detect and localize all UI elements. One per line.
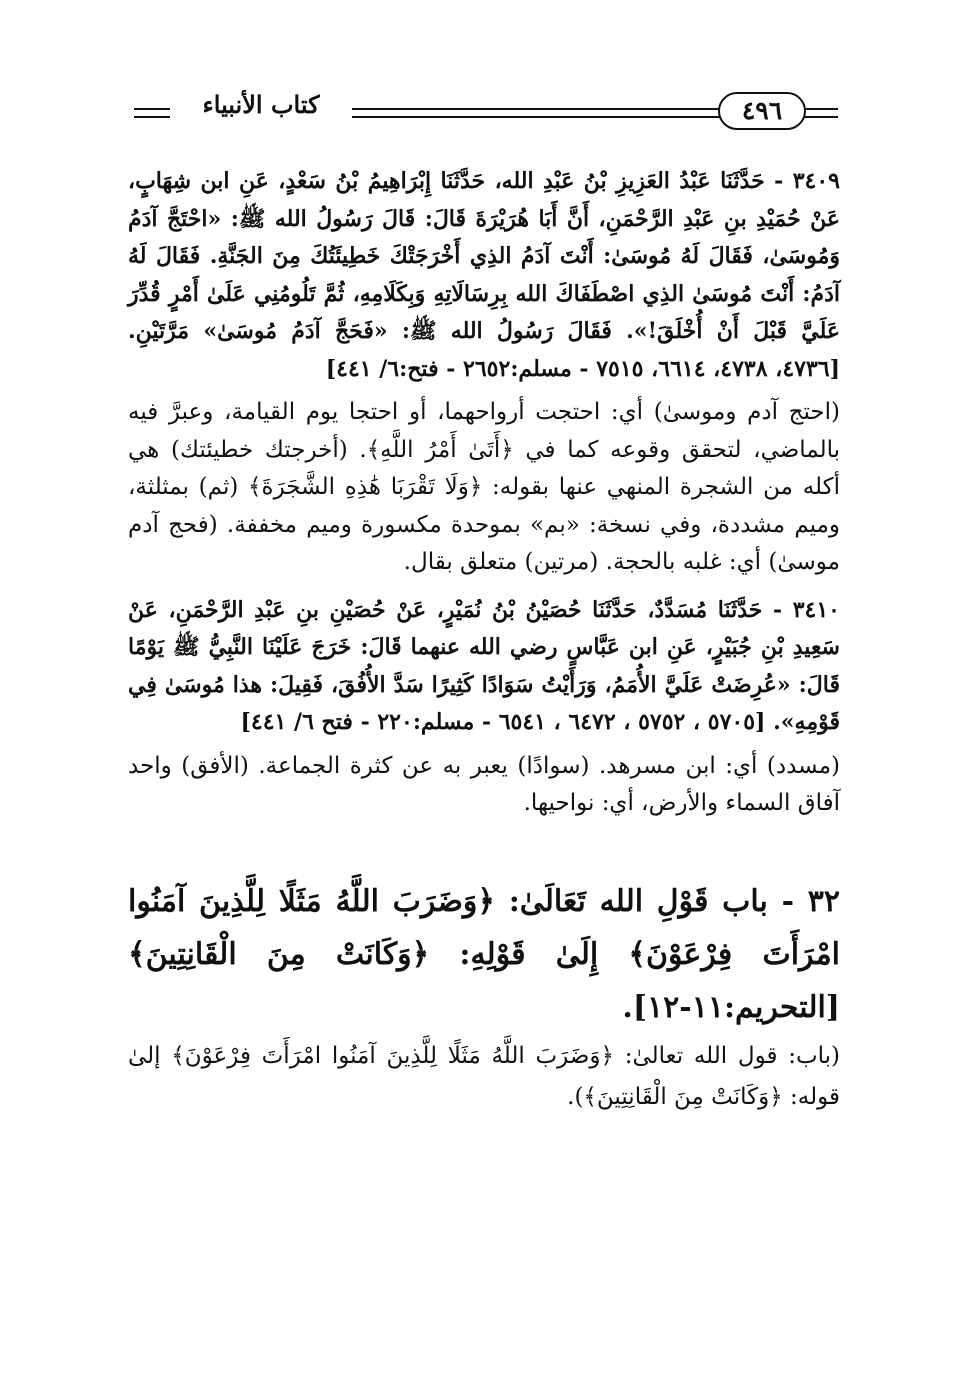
page-content (128, 163, 840, 1118)
commentary-3409: (احتج آدم وموسىٰ) أي: احتجت أرواحهما، أو احتجا يوم القيامة، وعبرَّ فيه بالماضي، لتحقق وقوعه كما في ﴿أَتَىٰ أَمْرُ اللَّهِ﴾. (أخرجتك خطيئتك) هي أكله من الشجرة المنهي عنها بقوله: ﴿وَلَا تَقْرَبَا هَٰذِهِ الشَّجَرَةَ﴾ (ثم) بمثلثة، وميم مشددة، وفي نسخة: «بم» بموحدة مكسورة وميم مخففة. (فحج آدم موسىٰ) أي: غلبه بالحجة. (مرتين) متعلق بقال. (128, 399, 840, 575)
hadith-3410: ٣٤١٠ - حَدَّثَنَا مُسَدَّدٌ، حَدَّثَنَا حُصَيْنُ بْنُ نُمَيْرٍ، عَنْ حُصَيْنِ بنِ عَبْدِ الرَّحْمَنِ، عَنْ سَعِيدِ بْنِ جُبَيْرٍ، عَنِ ابن عَبَّاسٍ رضي الله عنهما قَالَ: خَرَجَ عَلَيْنَا النَّبِيُّ ﷺ يَوْمًا قَالَ: «عُرِضَتْ عَلَيَّ الأُمَمُ، وَرَأَيْتُ سَوَادًا كَثِيرًا سَدَّ الأُفُقَ، فَقِيلَ: هذا مُوسَىٰ فِي قَوْمِهِ». [٥٧٠٥ ، ٥٧٥٢ ، ٦٤٧٢ ، ٦٥٤١ - مسلم:٢٢٠ - فتح ٦/ ٤٤١] (128, 596, 840, 735)
chapter-32-commentary: (باب: قول الله تعالىٰ: ﴿وَضَرَبَ اللَّهُ مَثَلًا لِلَّذِينَ آمَنُوا امْرَأَتَ فِرْعَوْنَ﴾ إلىٰ قوله: ﴿وَكَانَتْ مِنَ الْقَانِتِينَ﴾). (128, 1042, 840, 1110)
book-title: كتاب الأنبياء (202, 90, 320, 119)
page-number: ٤٩٦ (718, 92, 806, 130)
commentary-3410: (مسدد) أي: ابن مسرهد. (سوادًا) يعبر به عن كثرة الجماعة. (الأفق) واحد آفاق السماء والأرض، أي: نواحيها. (128, 752, 840, 816)
chapter-32-heading: ٣٢ - باب قَوْلِ الله تَعَالَىٰ: ﴿وَضَرَبَ اللَّهُ مَثَلًا لِلَّذِينَ آمَنُوا امْرَأَتَ فِرْعَوْنَ﴾ إِلَىٰ قَوْلِهِ: ﴿وَكَانَتْ مِنَ الْقَانِتِينَ﴾ [التحريم:١١-١٢]. (128, 883, 840, 1025)
header-rule-right (808, 108, 838, 118)
running-header (128, 86, 840, 136)
header-rule-left (134, 108, 170, 118)
hadith-3409: ٣٤٠٩ - حَدَّثَنَا عَبْدُ العَزِيزِ بْنُ عَبْدِ الله، حَدَّثَنَا إِبْرَاهِيمُ بْنُ سَعْدٍ، عَنِ ابن شِهَابٍ، عَنْ حُمَيْدِ بنِ عَبْدِ الرَّحْمَنِ، أَنَّ أَبَا هُرَيْرَةَ قَالَ: قَالَ رَسُولُ الله ﷺ: «احْتَجَّ آدَمُ وَمُوسَىٰ، فَقَالَ لَهُ مُوسَىٰ: أَنْتَ آدَمُ الذِي أَخْرَجَتْكَ خَطِيئَتُكَ مِنَ الجَنَّةِ. فَقَالَ لَهُ آدَمُ: أَنْتَ مُوسَىٰ الذِي اصْطَفَاكَ الله بِرِسَالَاتِهِ وَبِكَلَامِهِ، ثُمَّ تَلُومُنِي عَلَىٰ أَمْرٍ قُدِّرَ عَلَيَّ قَبْلَ أَنْ أُخْلَقَ!». فَقَالَ رَسُولُ الله ﷺ: «فَحَجَّ آدَمُ مُوسَىٰ» مَرَّتَيْنِ. [٤٧٣٦، ٤٧٣٨، ٦٦١٤، ٧٥١٥ - مسلم:٢٦٥٢ - فتح:٦/ ٤٤١] (128, 168, 840, 382)
